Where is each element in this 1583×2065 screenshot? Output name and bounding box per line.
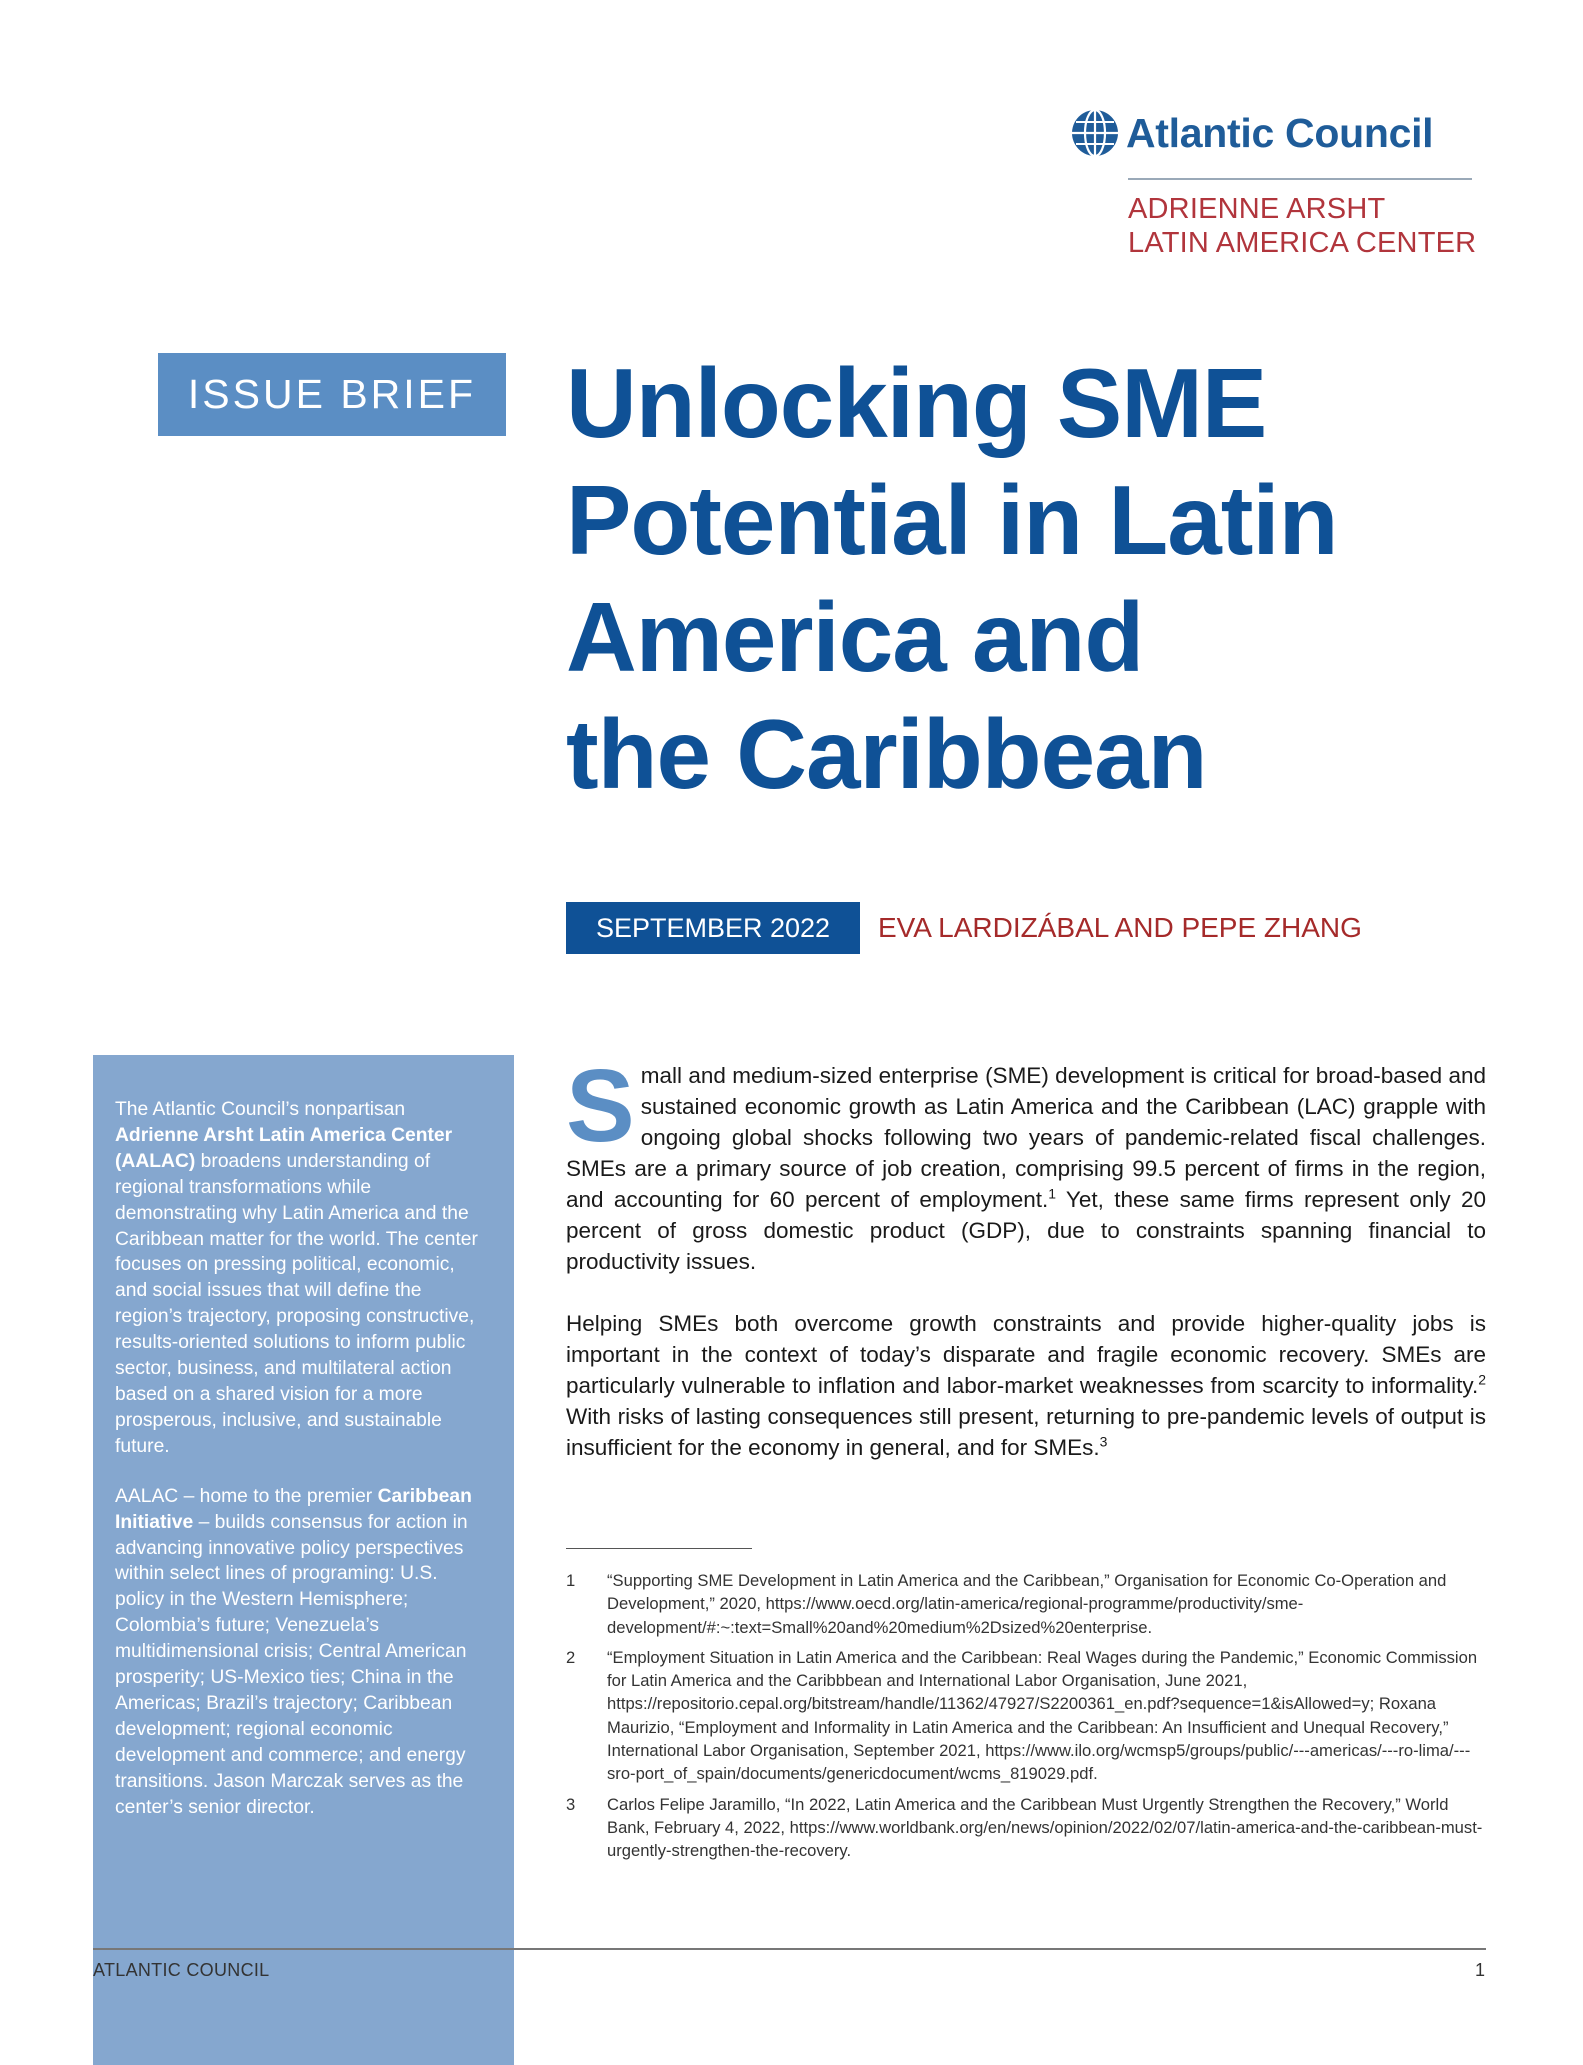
logo-subtitle-line-1: ADRIENNE ARSHT [1128, 193, 1386, 225]
footnotes [566, 1569, 1486, 1870]
footnote-text: Carlos Felipe Jaramillo, “In 2022, Latin America and the Caribbean Must Urgently Strengthen the Recovery,” World Bank, February 4, 2022, https://www.worldbank.org/en/news/opinion/2022/02/07/latin-america-and-the-caribbean-must-urgently-strengthen-the-recovery. [607, 1794, 1483, 1861]
body-text: Yet, these same firms represent only 20 percent of gross domestic product (GDP), due to constraints spanning financial to productivity issues. [566, 1187, 1486, 1274]
footnote-number: 2 [566, 1647, 576, 1667]
body-text: With risks of lasting consequences still present, returning to pre-pandemic levels of output is insufficient for the economy in general, and for SMEs. [566, 1404, 1486, 1460]
logo-name: Atlantic Council [1126, 109, 1434, 156]
drop-cap: S [566, 1048, 635, 1163]
sidebar-text: AALAC – home to the premier [115, 1485, 378, 1507]
title-line: Unlocking SME [566, 348, 1267, 458]
body-text: mall and medium-sized enterprise (SME) development is critical for broad-based and sustained economic growth as Latin America and the Caribbean (LAC) grapple with ongoing global shocks following two years of pandemic-related fiscal challenges. SMEs are a primary source of job creation, comprising 99.5 percent of firms in the region, and accounting for 60 percent of employment. [566, 1063, 1486, 1212]
logo-subtitle-line-2: LATIN AMERICA CENTER [1128, 227, 1477, 259]
footnote [566, 1646, 1486, 1786]
body-text: Helping SMEs both overcome growth constraints and provide higher-quality jobs is important in the context of today’s disparate and fragile economic recovery. SMEs are particularly vulnerable to inflation and labor-market weaknesses from scarcity to informality. [566, 1311, 1486, 1398]
footnote-number: 3 [566, 1794, 576, 1814]
center-description-sidebar [93, 1055, 514, 2065]
authors-byline: EVA LARDIZÁBAL AND PEPE ZHANG [878, 912, 1362, 943]
sidebar-text: The Atlantic Council’s nonpartisan [115, 1099, 406, 1120]
footnote-ref-1[interactable]: 1 [1048, 1185, 1057, 1202]
sidebar-text: broadens understanding of regional transformations while demonstrating why Latin America and the Caribbean matter for the world. The center focuses on pressing political, economic, and social issues that will define the region’s trajectory, proposing constructive, results-oriented solutions to inform public sector, business, and multilateral action based on a shared vision for a more prosperous, inclusive, and sustainable future. [115, 1150, 478, 1457]
footnote-divider [566, 1548, 752, 1549]
footnote [566, 1569, 1486, 1639]
sidebar-paragraph [115, 1484, 492, 1821]
footnote-text: “Employment Situation in Latin America and the Caribbean: Real Wages during the Pandemic,” Economic Commission for Latin America and the Caribbbean and International Labor Organisation, June 2021, https://repositorio.cepal.org/bitstream/handle/11362/47927/S2200361_en.pdf?sequence=1&isAllowed=y; Roxana Maurizio, “Employment and Informality in Latin America and the Caribbean: An Insufficient and Unequal Recovery,” International Labor Organisation, September 2021, https://www.ilo.org/wcmsp5/groups/public/---americas/---ro-lima/---sro-port_of_spain/documents/genericdocument/wcms_819029.pdf. [607, 1647, 1478, 1784]
footnote [566, 1793, 1486, 1863]
issue-brief-badge: ISSUE BRIEF [158, 353, 506, 436]
body-paragraph [566, 1308, 1486, 1463]
body-paragraph [566, 1048, 1486, 1277]
title-line: the Caribbean [566, 699, 1207, 809]
logo-divider [1128, 178, 1472, 180]
sidebar-paragraph [115, 1097, 492, 1460]
title-line: Potential in Latin [566, 465, 1338, 575]
footnote-ref-3[interactable]: 3 [1099, 1433, 1108, 1450]
sidebar-text: – builds consensus for action in advancing innovative policy perspectives within select lines of programing: U.S. policy in the Western Hemisphere; Colombia’s future; Venezuela’s multidimensional crisis; Central American prosperity; US-Mexico ties; China in the Americas; Brazil’s trajectory; Caribbean development; regional economic development and commerce; and energy transitions. Jason Marczak serves as the center’s senior director. [115, 1511, 468, 1818]
footnote-ref-2[interactable]: 2 [1478, 1371, 1486, 1388]
footnote-text: “Supporting SME Development in Latin America and the Caribbean,” Organisation for Economic Co-Operation and Development,” 2020, https://www.oecd.org/latin-america/regional-programme/productivity/sme-development/#:~:text=Small%20and%20medium%2Dsized%20enterprise. [607, 1571, 1447, 1637]
title-line: America and [566, 582, 1144, 692]
sidebar-bold-text: Adrienne Arsht Latin America Center (AALAC) [115, 1124, 453, 1172]
page-title [566, 345, 1466, 813]
sidebar-bold-text: Caribbean Initiative [115, 1485, 472, 1533]
publication-date-badge: SEPTEMBER 2022 [566, 902, 860, 954]
footer-publisher: ATLANTIC COUNCIL [93, 1960, 270, 1980]
atlantic-council-logo [1070, 108, 1490, 259]
footer-divider [93, 1948, 1486, 1950]
footnote-number: 1 [566, 1571, 576, 1590]
logo-subtitle [1128, 192, 1476, 260]
page-number: 1 [1475, 1960, 1486, 1980]
globe-icon [1070, 108, 1120, 158]
article-body [566, 1048, 1486, 1494]
